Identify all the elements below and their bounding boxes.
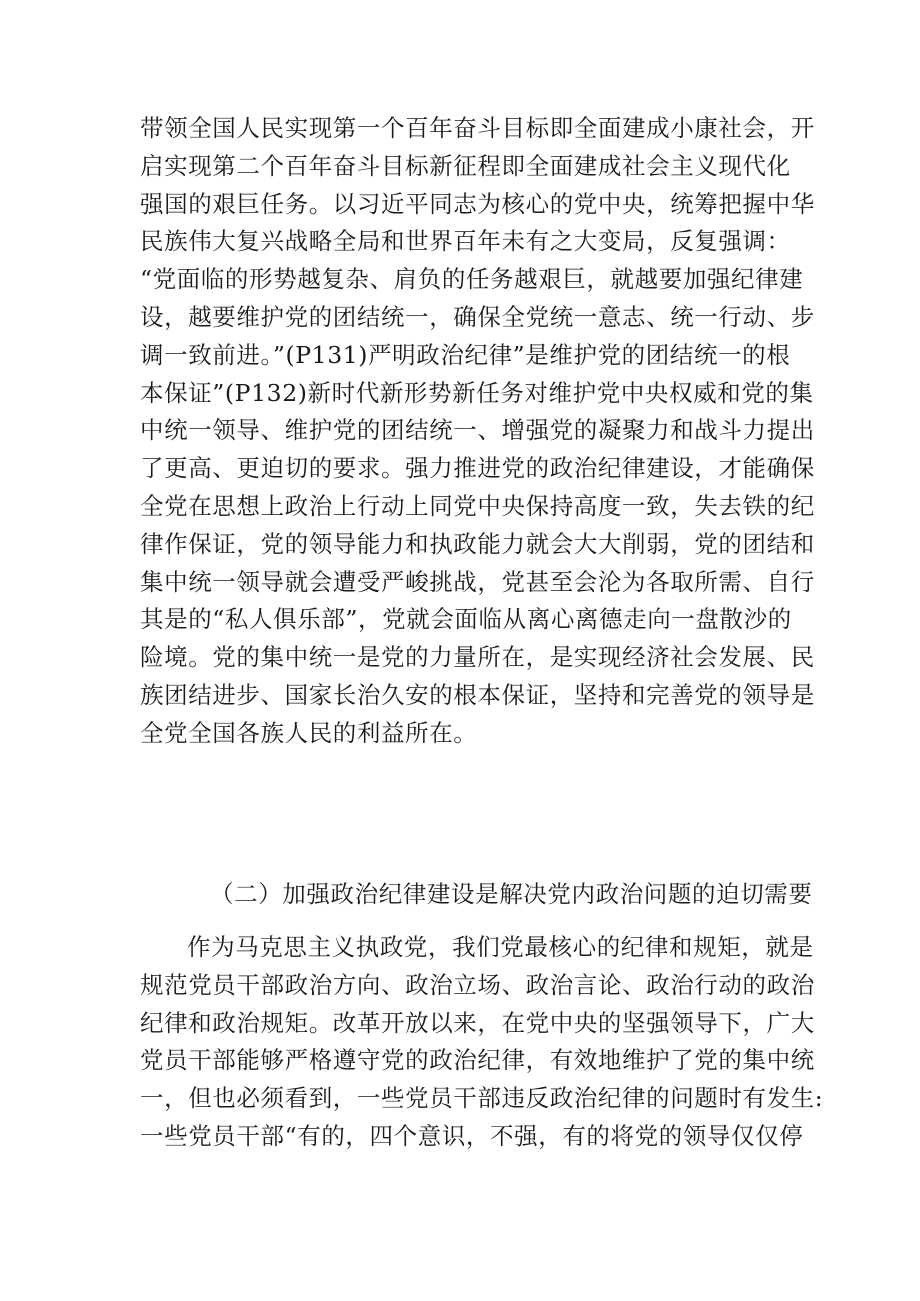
text-line: 调一致前进。”(P131)严明政治纪律”是维护党的团结统一的根 [140,340,791,369]
text-line: 了更高、更迫切的要求。强力推进党的政治纪律建设，才能确保 [140,454,815,483]
text-line: 本保证”(P132)新时代新形势新任务对维护党中央权威和党的集 [140,378,814,407]
text-line: 一些党员干部“有的，四个意识，不强，有的将党的领导仅仅停 [140,1121,804,1150]
text-line: 强国的艰巨任务。以习近平同志为核心的党中央，统筹把握中华 [140,189,815,218]
body-paragraph-1 [140,110,815,753]
body-paragraph-2 [140,929,824,1156]
text-line: 全党全国各族人民的利益所在。 [140,718,478,747]
text-line: 族团结进步、国家长治久安的根本保证，坚持和完善党的领导是 [140,680,815,709]
text-line: 启实现第二个百年奋斗目标新征程即全面建成社会主义现代化 [140,151,791,180]
text-line: 集中统一领导就会遭受严峻挑战，党甚至会沦为各取所需、自行 [140,567,815,596]
text-line: 纪律和政治规矩。改革开放以来，在党中央的坚强领导下，广大 [140,1008,815,1037]
text-line: 规范党员干部政治方向、政治立场、政治言论、政治行动的政治 [140,970,815,999]
text-line: 险境。党的集中统一是党的力量所在，是实现经济社会发展、民 [140,643,815,672]
text-line: 其是的“私人俱乐部”，党就会面临从离心离德走向一盘散沙的 [140,605,792,634]
section-heading-text: （二）加强政治纪律建设是解决党内政治问题的迫切需要 [210,880,813,908]
text-line: 一，但也必须看到，一些党员干部违反政治纪律的问题时有发生: [140,1084,824,1113]
text-line: 作为马克思主义执政党，我们党最核心的纪律和规矩，就是 [187,933,814,961]
text-line: 带领全国人民实现第一个百年奋斗目标即全面建成小康社会，开 [140,114,815,142]
text-line: 设，越要维护党的团结统一，确保全党统一意志、统一行动、步 [140,302,815,331]
text-line: 中统一领导、维护党的团结统一、增强党的凝聚力和战斗力提出 [140,416,815,445]
text-line: 党员干部能够严格遵守党的政治纪律，有效地维护了党的集中统 [140,1046,815,1075]
text-line: 全党在思想上政治上行动上同党中央保持高度一致，失去铁的纪 [140,491,815,520]
text-line: “党面临的形势越复杂、肩负的任务越艰巨，就越要加强纪律建 [140,265,804,294]
section-heading [210,876,813,914]
text-line: 民族伟大复兴战略全局和世界百年未有之大变局，反复强调： [140,227,791,256]
text-line: 律作保证，党的领导能力和执政能力就会大大削弱，党的团结和 [140,529,815,558]
